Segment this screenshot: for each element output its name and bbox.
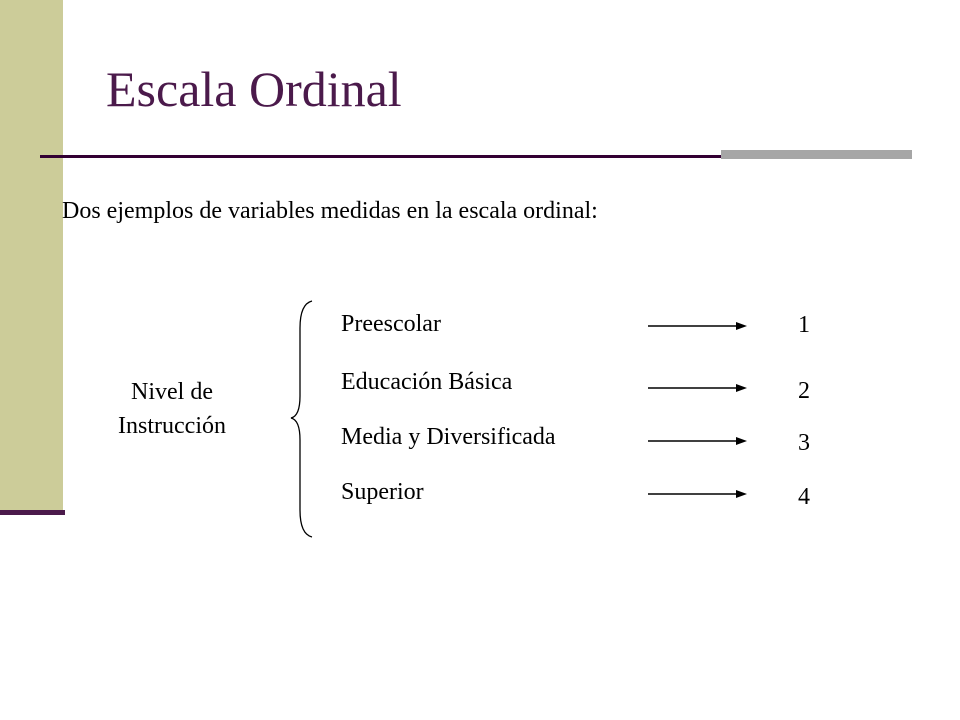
arrow-icon (648, 382, 748, 394)
side-accent-line (0, 510, 65, 515)
slide-title: Escala Ordinal (106, 61, 402, 117)
curly-brace (288, 298, 318, 538)
variable-name-line-1: Nivel de (131, 379, 213, 405)
slide-subtitle: Dos ejemplos de variables medidas en la escala ordinal: (62, 198, 598, 224)
level-code-2: 2 (798, 378, 810, 404)
level-code-4: 4 (798, 484, 810, 510)
arrow-icon (648, 320, 748, 332)
level-item-preescolar: Preescolar (341, 311, 441, 337)
variable-name-line-2: Instrucción (118, 413, 226, 439)
arrow-icon (648, 488, 748, 500)
level-item-media-diversificada: Media y Diversificada (341, 424, 556, 450)
side-bar (0, 0, 63, 512)
level-code-1: 1 (798, 312, 810, 338)
level-code-3: 3 (798, 430, 810, 456)
level-item-educacion-basica: Educación Básica (341, 369, 513, 395)
variable-name (96, 375, 248, 443)
level-item-superior: Superior (341, 479, 424, 505)
arrow-icon (648, 435, 748, 447)
title-underline-highlight (721, 150, 912, 159)
